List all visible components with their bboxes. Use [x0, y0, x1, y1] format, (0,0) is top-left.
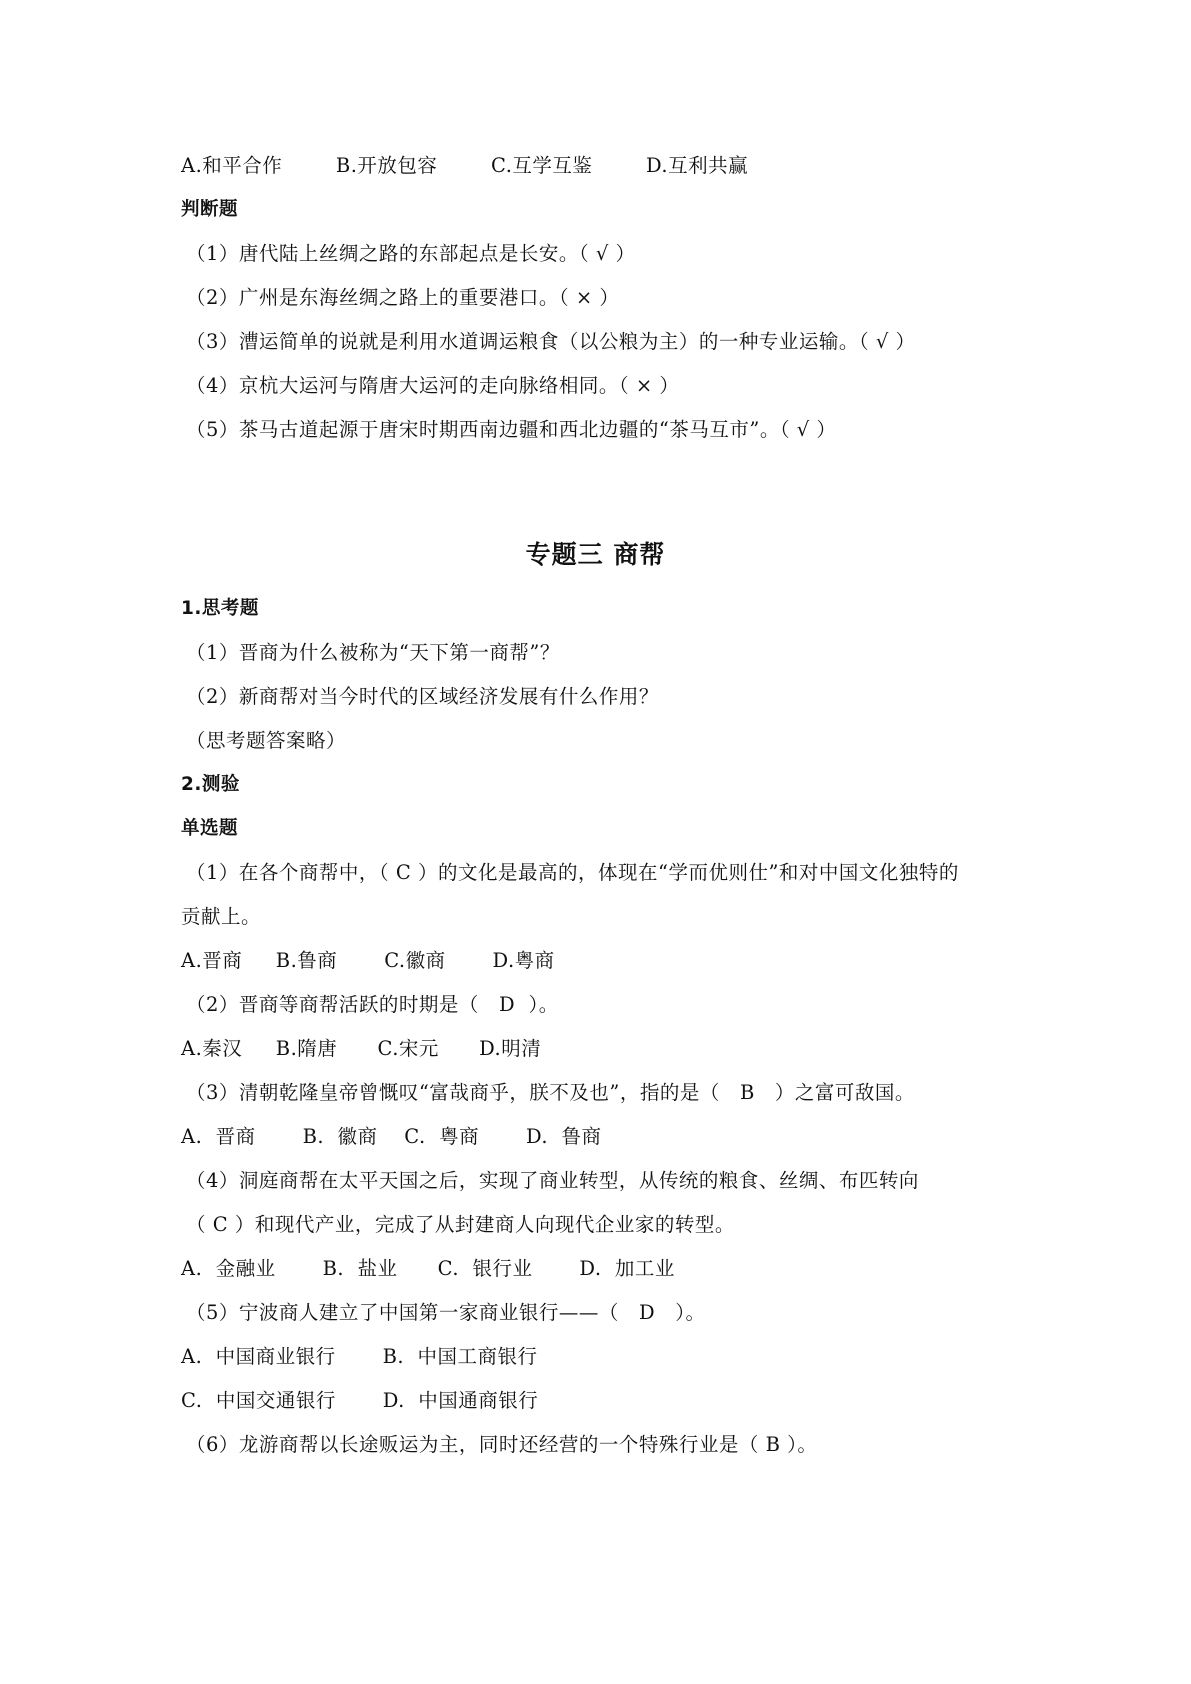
question-1-options: A.晋商 B.鲁商 C.徽商 D.粤商 — [181, 949, 555, 972]
section-heading-single-choice: 单选题 — [181, 818, 239, 839]
question-1-line-2: 贡献上。 — [181, 905, 262, 928]
section-heading-quiz: 2.测验 — [181, 774, 240, 795]
question-5: （5）宁波商人建立了中国第一家商业银行——（ D ）。 — [186, 1301, 706, 1324]
judge-item-5: （5）茶马古道起源于唐宋时期西南边疆和西北边疆的“茶马互市”。（ √ ） — [186, 418, 837, 441]
thinking-note: （思考题答案略） — [186, 729, 347, 752]
question-4-line-2: （ C ）和现代产业，完成了从封建商人向现代企业家的转型。 — [186, 1213, 735, 1236]
judge-item-1: （1）唐代陆上丝绸之路的东部起点是长安。（ √ ） — [186, 242, 636, 265]
judge-item-3: （3）漕运简单的说就是利用水道调运粮食（以公粮为主）的一种专业运输。（ √ ） — [186, 330, 916, 353]
question-3: （3）清朝乾隆皇帝曾慨叹“富哉商乎，朕不及也”，指的是（ B ）之富可敌国。 — [186, 1081, 915, 1104]
judge-item-2: （2）广州是东海丝绸之路上的重要港口。（ × ） — [186, 286, 620, 309]
section-heading-judge: 判断题 — [181, 199, 239, 220]
thinking-item-1: （1）晋商为什么被称为“天下第一商帮”？ — [186, 641, 560, 664]
section-heading-thinking: 1.思考题 — [181, 598, 259, 619]
chapter-title: 专题三 商帮 — [525, 540, 666, 569]
question-5-options-2: C. 中国交通银行 D. 中国通商银行 — [181, 1389, 539, 1412]
question-4-line-1: （4）洞庭商帮在太平天国之后，实现了商业转型，从传统的粮食、丝绸、布匹转向 — [186, 1169, 919, 1192]
question-2: （2）晋商等商帮活跃的时期是（ D ）。 — [186, 993, 559, 1016]
thinking-item-2: （2）新商帮对当今时代的区域经济发展有什么作用？ — [186, 685, 659, 708]
question-6: （6）龙游商帮以长途贩运为主，同时还经营的一个特殊行业是（ B ）。 — [186, 1433, 818, 1456]
question-2-options: A.秦汉 B.隋唐 C.宋元 D.明清 — [181, 1037, 542, 1060]
answer-options-line: A.和平合作 B.开放包容 C.互学互鉴 D.互利共赢 — [181, 154, 749, 177]
question-4-options: A. 金融业 B. 盐业 C. 银行业 D. 加工业 — [181, 1257, 675, 1280]
question-1-line-1: （1）在各个商帮中，（ C ）的文化是最高的，体现在“学而优则仕”和对中国文化独特的 — [186, 861, 959, 884]
question-5-options-1: A. 中国商业银行 B. 中国工商银行 — [181, 1345, 538, 1368]
question-3-options: A. 晋商 B. 徽商 C. 粤商 D. 鲁商 — [181, 1125, 602, 1148]
judge-item-4: （4）京杭大运河与隋唐大运河的走向脉络相同。（ × ） — [186, 374, 680, 397]
